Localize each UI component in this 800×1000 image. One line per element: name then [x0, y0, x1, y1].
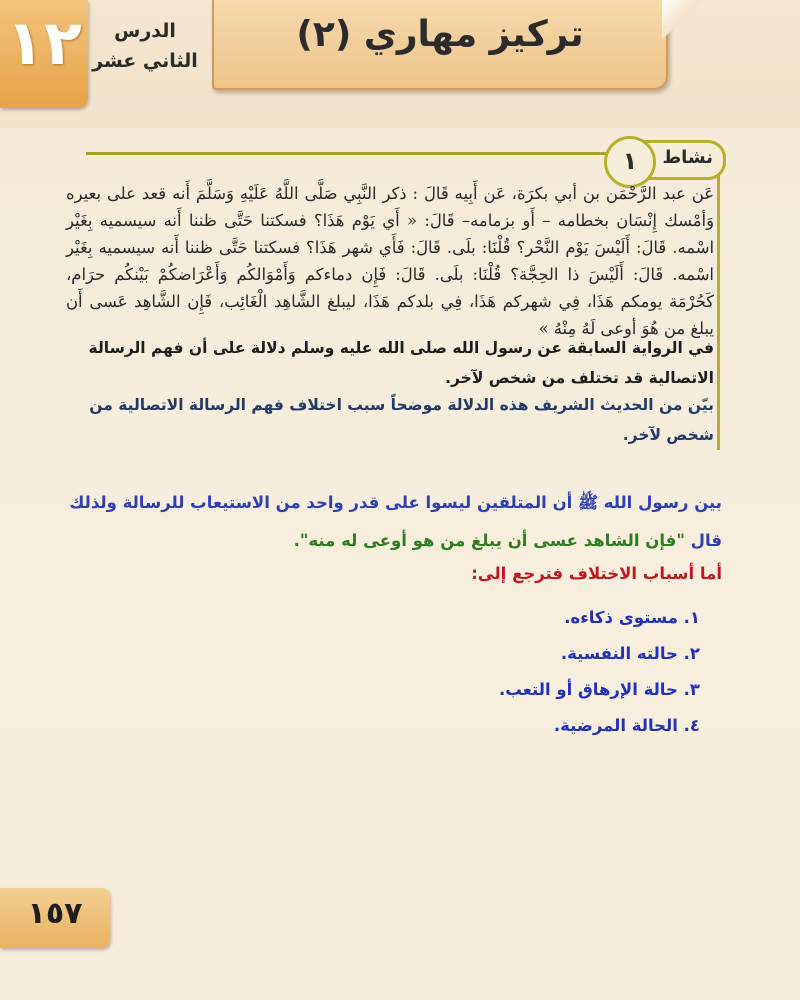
- activity-question-2: بيّن من الحديث الشريف هذه الدلالة موضحاً سبب اختلاف فهم الرسالة الاتصالية من شخص لآخر.: [89, 396, 714, 444]
- activity-top-rule: [86, 152, 616, 155]
- page-title: تركيز مهاري (٢): [296, 14, 584, 55]
- list-item: ٣. حالة الإرهاق أو التعب.: [499, 680, 700, 699]
- reasons-list: [66, 600, 700, 744]
- lesson-ordinal: الثاني عشر: [92, 50, 198, 72]
- lesson-label: [90, 16, 200, 76]
- activity-number: ١: [604, 136, 656, 188]
- answer-quote: "فإن الشاهد عسى أن يبلغ من هو أوعى له منه".: [293, 531, 685, 550]
- page-number: ١٥٧: [27, 896, 83, 931]
- lesson-number: ١٢: [6, 6, 82, 79]
- hadith-text: عَن عبد الرَّحْمَن بن أبي بكرَة، عَن أَبِيه قَالَ : ذكر النَّبِي صَلَّى اللَّهُ عَلَيْهِ وَسَلَّمَ أَنه قعد على بعيره وَأمْسك إِنْسَان بخطامه – أَو بزمامه– قَالَ: « أَي يَوْم هَذَا؟ فسكتنا حَتَّى ظننا أَنه سيسميه بِغَيْر اسْمه. قَالَ: أَلَيْسَ يَوْم النَّحْر؟ قُلْنَا: بلَى. قَالَ: فَأَي شهر هَذَا؟ فسكتنا حَتَّى ظننا أَنه سيسميه بِغَيْر اسْمه. قَالَ: أَلَيْسَ ذا الحِجَّة؟ قُلْنَا: بلَى. قَالَ: فَإِن دماءكم وَأَمْوَالكُم وَأَعْرَاضكُمْ بَيْنكُم حرَام، كَحُرْمَة يومكم هَذَا، فِي شهركم هَذَا، فِي بلدكم هَذَا، ليبلغ الشَّاهِد الْغَائِب، فَإِن الشَّاهِد عَسى أَن يبلغ من هُوَ أوعى لَهُ مِنْهُ »: [66, 184, 714, 338]
- page-number-badge: [0, 888, 110, 948]
- reasons-title: أما أسباب الاختلاف فترجع إلى:: [471, 564, 722, 583]
- activity-side-rule: [717, 168, 720, 450]
- list-item: ١. مستوى ذكاءه.: [564, 608, 700, 627]
- lesson-word: الدرس: [114, 20, 176, 42]
- list-item: ٢. حالته النفسية.: [560, 644, 700, 663]
- title-banner: [212, 0, 668, 90]
- answer-intro: بين رسول الله ﷺ أن المتلقين ليسوا على قدر واحد من الاستيعاب للرسالة ولذلك قال: [69, 493, 722, 550]
- activity-label: نشاط: [662, 147, 713, 168]
- activity-question-1: في الرواية السابقة عن رسول الله صلى الله عليه وسلم دلالة على أن فهم الرسالة الاتصالية قد تختلف من شخص لآخر.: [88, 339, 714, 387]
- lesson-number-badge: [0, 0, 88, 108]
- list-item: ٤. الحالة المرضية.: [553, 716, 700, 735]
- answer-paragraph: [66, 484, 722, 560]
